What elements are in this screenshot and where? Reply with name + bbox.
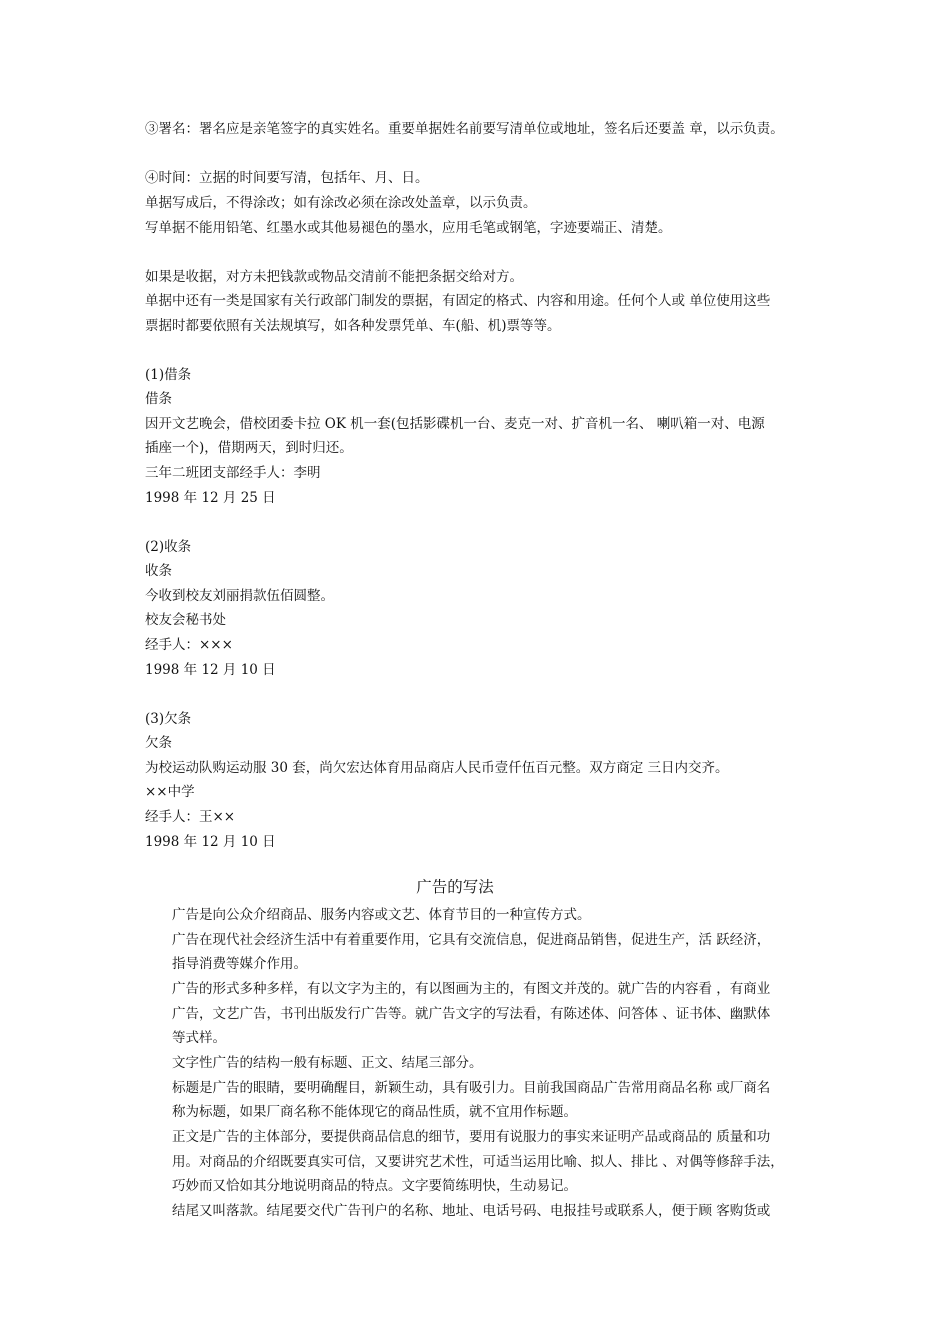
iou-note-body: 为校运动队购运动服 30 套，尚欠宏达体育用品商店人民币壹仟伍百元整。双方商定 三日内交齐。: [145, 760, 729, 776]
ad-paragraph-line: 广告的形式多种多样，有以文字为主的，有以图画为主的，有图文并茂的。就广告的内容看 ，有商业: [172, 981, 771, 997]
receipt-note-date: 1998 年 12 月 10 日: [145, 662, 276, 678]
ad-paragraph-line: 标题是广告的眼睛，要明确醒目，新颖生动，具有吸引力。目前我国商品广告常用商品名称 或厂商名: [172, 1080, 771, 1096]
loan-note-date: 1998 年 12 月 25 日: [145, 490, 276, 506]
ad-paragraph-line: 用。对商品的介绍既要真实可信，又要讲究艺术性，可适当运用比喻、拟人、排比 、对偶等修辞手法，: [172, 1154, 784, 1170]
iou-note-heading: (3)欠条: [145, 711, 192, 727]
receipt-note-title: 收条: [145, 563, 172, 579]
iou-note-date: 1998 年 12 月 10 日: [145, 834, 276, 850]
no-alteration-rule: 单据写成后，不得涂改；如有涂改必须在涂改处盖章，以示负责。: [145, 195, 537, 211]
official-ticket-rule-line-1: 单据中还有一类是国家有关行政部门制发的票据，有固定的格式、内容和用途。任何个人或 单位使用这些: [145, 293, 771, 309]
receipt-note-signer: 经手人：×××: [145, 637, 233, 653]
ad-paragraph-line: 等式样。: [172, 1030, 226, 1046]
time-rule: ④时间：立据的时间要写清，包括年、月、日。: [145, 170, 429, 186]
ad-section-title: 广告的写法: [416, 878, 494, 896]
ad-paragraph-line: 文字性广告的结构一般有标题、正文、结尾三部分。: [172, 1055, 483, 1071]
ad-paragraph-line: 结尾又叫落款。结尾要交代广告刊户的名称、地址、电话号码、电报挂号或联系人，便于顾 客购货或: [172, 1203, 771, 1219]
ink-rule: 写单据不能用铅笔、红墨水或其他易褪色的墨水，应用毛笔或钢笔，字迹要端正、清楚。: [145, 220, 672, 236]
ad-paragraph-line: 广告在现代社会经济生活中有着重要作用，它具有交流信息，促进商品销售，促进生产，活 跃经济，: [172, 932, 771, 948]
iou-note-signer: 经手人：王××: [145, 809, 236, 825]
receipt-note-heading: (2)收条: [145, 539, 192, 555]
ad-paragraph-line: 巧妙而又恰如其分地说明商品的特点。文字要简练明快，生动易记。: [172, 1178, 577, 1194]
loan-note-body-line-2: 插座一个)，借期两天，到时归还。: [145, 440, 353, 456]
receipt-note-body: 今收到校友刘丽捐款伍佰圆整。: [145, 588, 334, 604]
receipt-note-org: 校友会秘书处: [145, 612, 226, 628]
ad-paragraph-line: 称为标题，如果厂商名称不能体现它的商品性质，就不宜用作标题。: [172, 1104, 577, 1120]
loan-note-title: 借条: [145, 391, 172, 407]
loan-note-heading: (1)借条: [145, 367, 192, 383]
loan-note-signer: 三年二班团支部经手人：李明: [145, 465, 321, 481]
iou-note-org: ××中学: [145, 784, 195, 800]
ad-paragraph-line: 广告是向公众介绍商品、服务内容或文艺、体育节目的一种宣传方式。: [172, 907, 591, 923]
ad-paragraph-line: 指导消费等媒介作用。: [172, 956, 307, 972]
ad-paragraph-line: 广告，文艺广告，书刊出版发行广告等。就广告文字的写法看，有陈述体、问答体 、证书体、幽默体: [172, 1006, 771, 1022]
signature-rule: ③署名：署名应是亲笔签字的真实姓名。重要单据姓名前要写清单位或地址，签名后还要盖 章，以示负责。: [145, 121, 784, 137]
ad-paragraph-line: 正文是广告的主体部分，要提供商品信息的细节，要用有说服力的事实来证明产品或商品的 质量和功: [172, 1129, 771, 1145]
iou-note-title: 欠条: [145, 735, 172, 751]
receipt-handover-rule: 如果是收据，对方未把钱款或物品交清前不能把条据交给对方。: [145, 269, 523, 285]
official-ticket-rule-line-2: 票据时都要依照有关法规填写，如各种发票凭单、车(船、机)票等等。: [145, 318, 561, 334]
loan-note-body-line-1: 因开文艺晚会，借校团委卡拉 OK 机一套(包括影碟机一台、麦克一对、扩音机一名、 喇叭箱一对、电源: [145, 416, 765, 432]
